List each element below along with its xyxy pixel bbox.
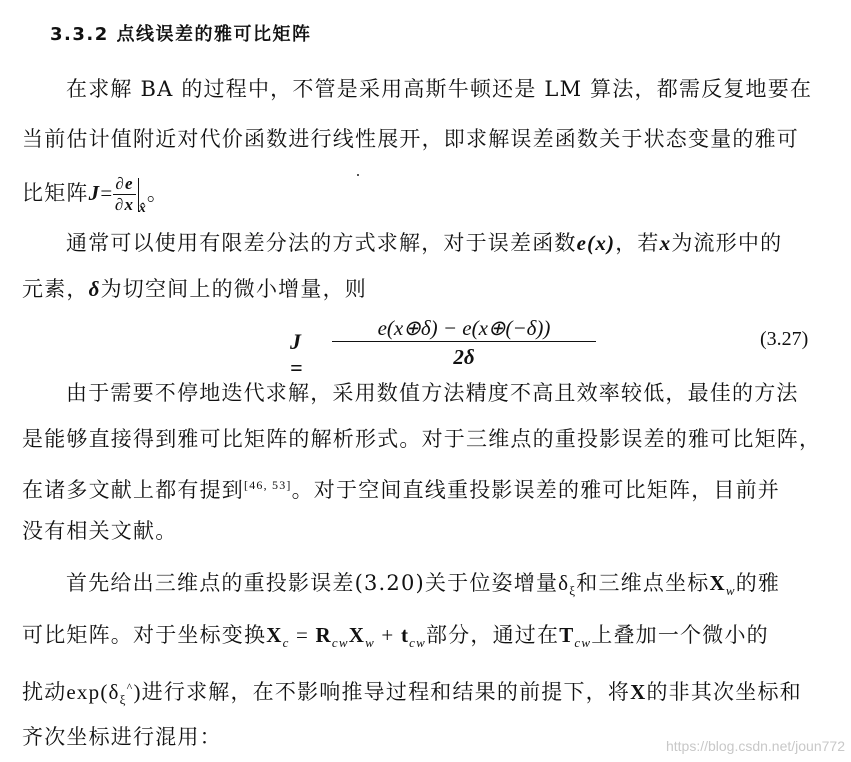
subscript: ξ	[569, 583, 577, 599]
equals-sign: =	[289, 623, 316, 647]
partial-derivative-fraction	[113, 174, 135, 215]
camera-point-symbol: X	[266, 623, 283, 647]
subscript: w	[365, 635, 375, 651]
subscript: ξ	[119, 692, 127, 708]
hat-operator: ^	[126, 680, 134, 694]
paragraph-4-line-4: 齐次坐标进行混用：	[22, 725, 222, 749]
text-segment: 的雅	[735, 571, 781, 595]
evaluation-point: x̂	[138, 201, 147, 216]
text-segment: 首先给出三维点的重投影误差(3.20)关于位姿增量	[66, 571, 559, 595]
text-segment: 比矩阵	[22, 181, 89, 205]
plus-sign: +	[374, 623, 401, 647]
pose-increment-symbol: δ	[558, 571, 570, 595]
subscript: c	[282, 635, 290, 651]
world-point-symbol: X	[709, 571, 726, 595]
text-segment: 进行求解，在不影响推导过程和结果的前提下，将	[141, 680, 631, 704]
text-segment: ，若	[615, 231, 660, 255]
closing-paren: )	[133, 680, 142, 704]
world-point-symbol: X	[348, 623, 366, 647]
paragraph-2-line-2	[22, 274, 367, 304]
paragraph-3-line-3	[22, 470, 780, 505]
text-segment: 。对于空间直线重投影误差的雅可比矩阵，目前并	[291, 478, 780, 502]
text-segment: 在诸多文献上都有提到	[22, 478, 244, 502]
paragraph-1-line-3	[22, 174, 169, 224]
equation-lhs: J =	[290, 329, 303, 380]
transform-symbol: T	[559, 623, 575, 647]
equation-numerator: e(x⊕δ) − e(x⊕(−δ))	[332, 315, 596, 342]
equation-number: (3.27)	[760, 328, 809, 350]
jacobian-symbol: J	[88, 181, 101, 205]
paragraph-4-line-3	[22, 672, 802, 715]
section-heading: 3.3.2 点线误差的雅可比矩阵	[50, 24, 312, 45]
subscript: cw	[574, 635, 592, 651]
paragraph-4-line-2	[22, 620, 769, 658]
paragraph-4-line-1	[66, 568, 780, 606]
point-symbol: X	[630, 680, 647, 704]
variable-x: x	[659, 231, 672, 255]
text-segment: 通常可以使用有限差分法的方式求解，对于误差函数	[66, 231, 577, 255]
text-segment: 为流形中的	[671, 231, 783, 255]
fraction-denominator: ∂x	[114, 195, 135, 214]
equals-sign: =	[100, 181, 114, 205]
text-segment: 为切空间上的微小增量，则	[100, 277, 367, 301]
paragraph-3-line-1: 由于需要不停地迭代求解，采用数值方法精度不高且效率较低，最佳的方法	[66, 381, 799, 405]
equation-fraction	[332, 315, 596, 372]
paragraph-1-line-1: 在求解 BA 的过程中，不管是采用高斯牛顿还是 LM 算法，都需反复地要在	[66, 77, 813, 101]
text-segment: 和三维点坐标	[576, 571, 710, 595]
equation-denominator: 2δ	[453, 345, 475, 369]
paragraph-3-line-2: 是能够直接得到雅可比矩阵的解析形式。对于三维点的重投影误差的雅可比矩阵，	[22, 427, 822, 451]
text-segment: 元素，	[22, 277, 89, 301]
error-function: e(x)	[576, 231, 616, 255]
subscript: w	[725, 583, 736, 599]
variable-delta: δ	[88, 277, 101, 301]
text-segment: 扰动	[22, 680, 67, 704]
watermark: https://blog.csdn.net/joun772	[665, 738, 845, 754]
fraction-numerator: ∂e	[115, 174, 134, 193]
text-segment: 上叠加一个微小的	[591, 623, 769, 647]
citation-reference: [46, 53]	[244, 478, 292, 492]
paragraph-3-line-4: 没有相关文献。	[22, 519, 178, 543]
stray-dot	[357, 174, 359, 176]
subscript: cw	[409, 635, 426, 651]
translation-symbol: t	[400, 623, 410, 647]
text-segment: 可比矩阵。对于坐标变换	[22, 623, 267, 647]
exponential-map: exp(δ	[66, 680, 120, 704]
text-segment: 的非其次坐标和	[646, 680, 802, 704]
text-segment: 部分，通过在	[425, 623, 560, 647]
text-segment: 。	[146, 181, 170, 205]
paragraph-1-line-2: 当前估计值附近对代价函数进行线性展开，即求解误差函数关于状态变量的雅可	[22, 127, 799, 151]
rotation-symbol: R	[315, 623, 332, 647]
subscript: cw	[331, 635, 349, 651]
paragraph-2-line-1	[66, 228, 782, 258]
